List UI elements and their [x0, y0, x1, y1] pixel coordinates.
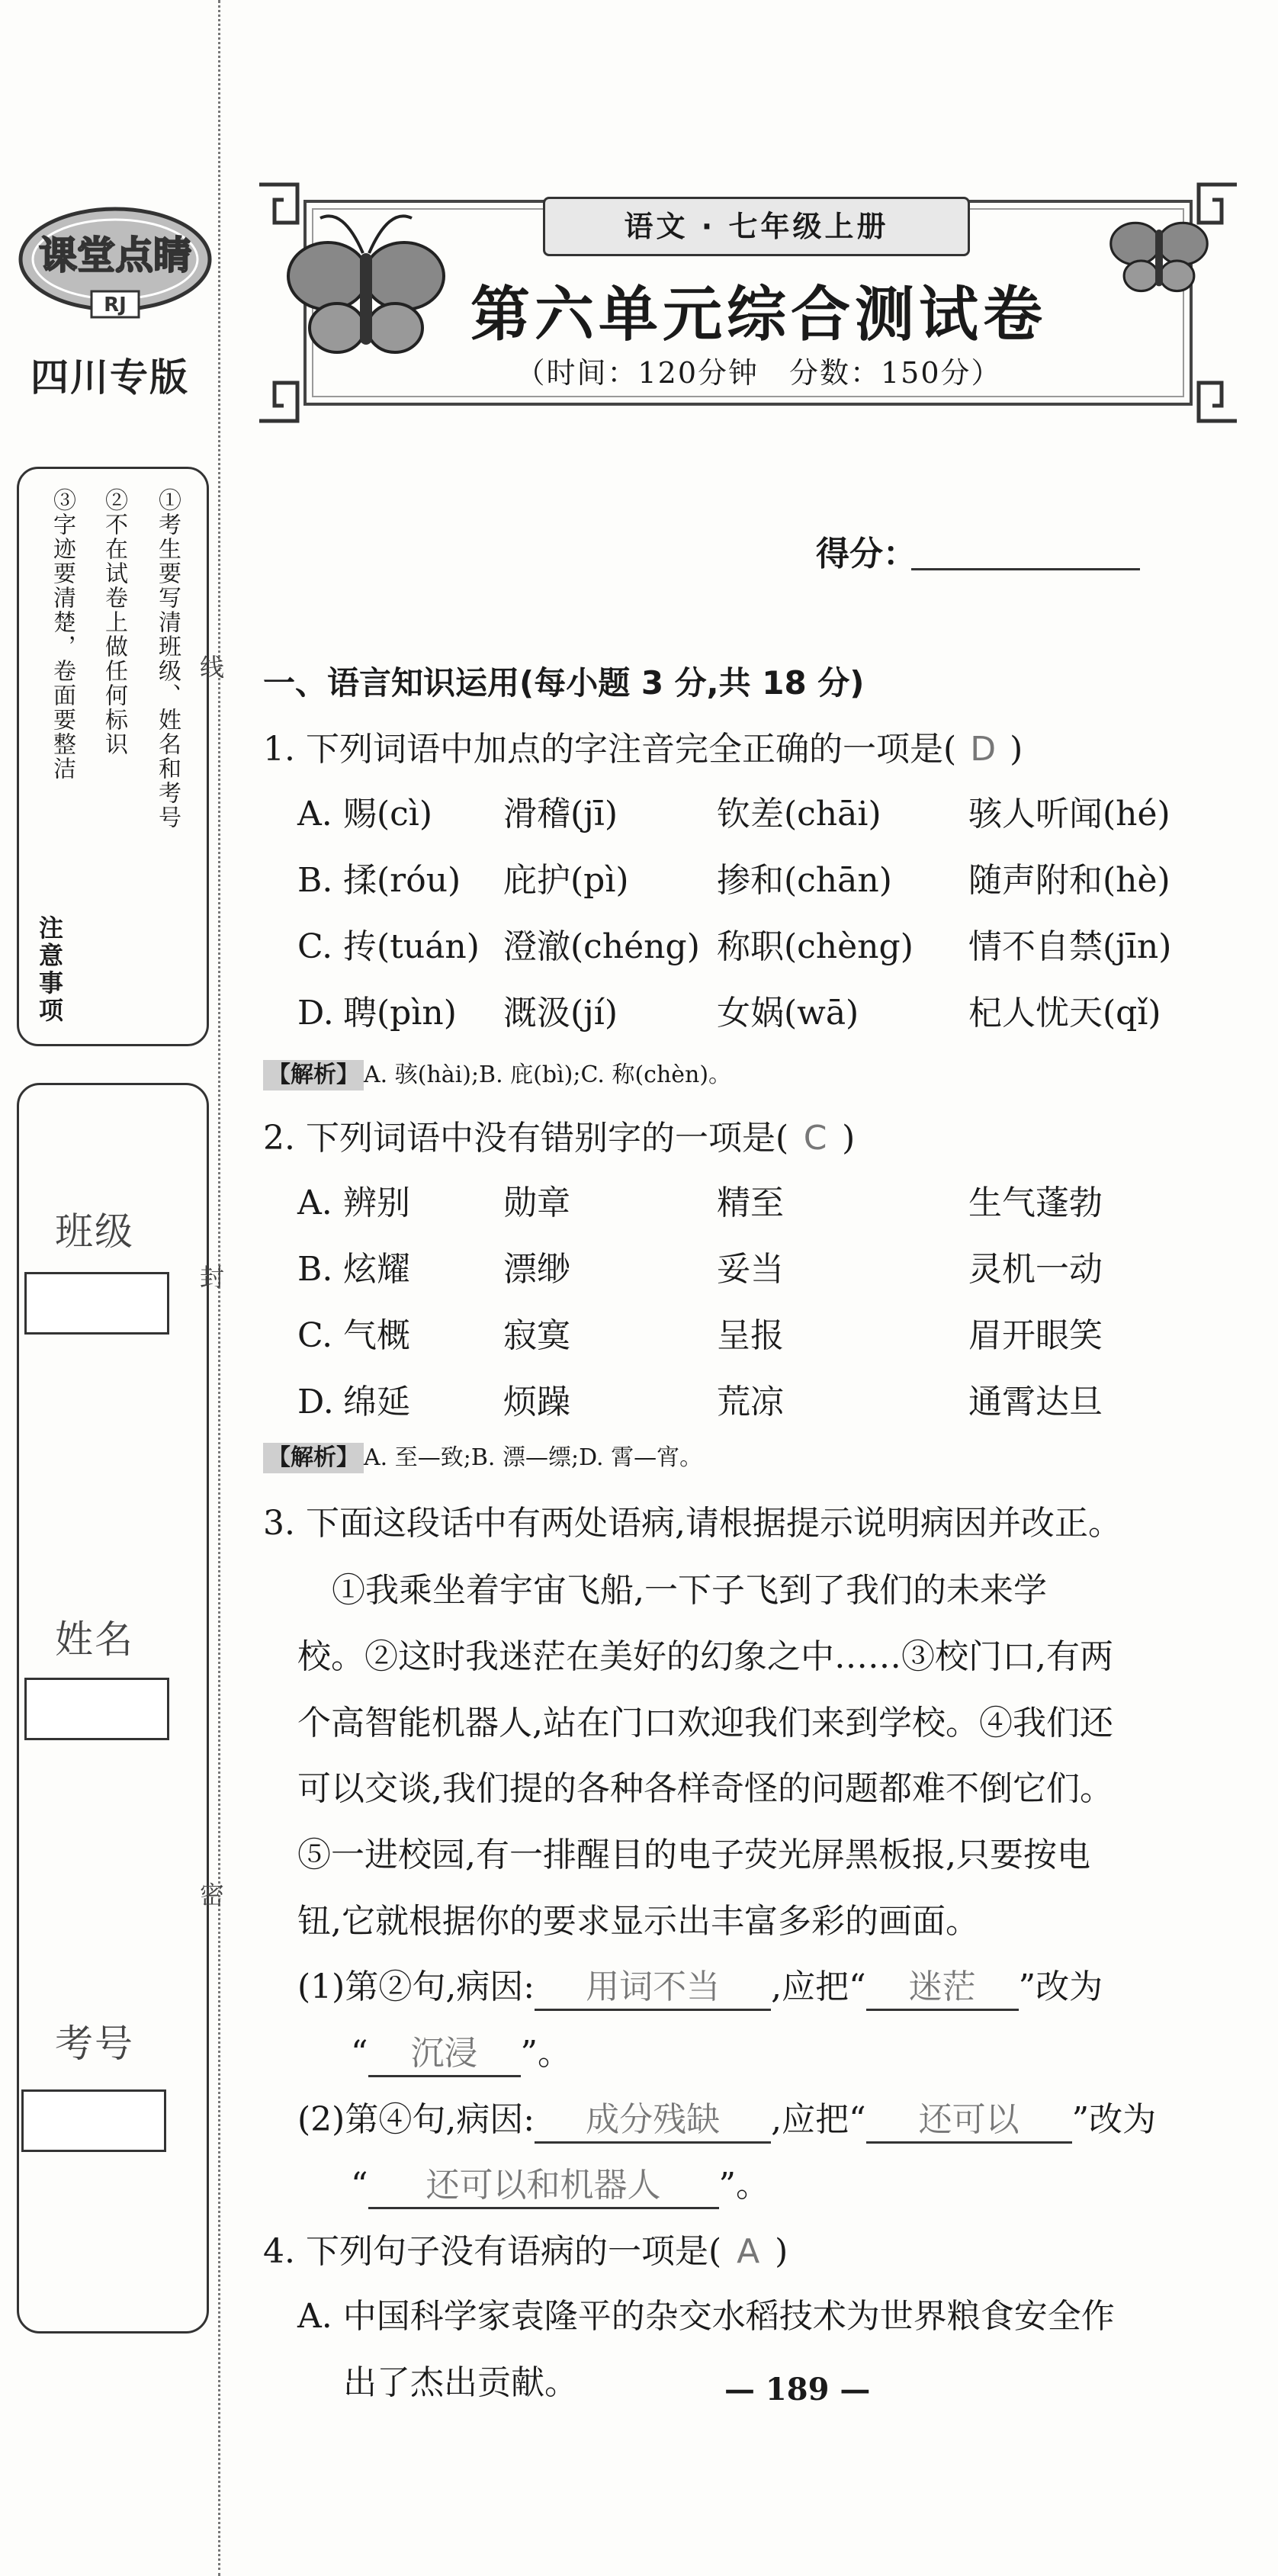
- q1-option-item: 骇人听闻(hé): [968, 795, 1170, 834]
- q4-stem-text: 4. 下列句子没有语病的一项是(: [263, 2232, 722, 2271]
- section-heading: 一、语言知识运用(每小题 3 分,共 18 分): [263, 664, 865, 702]
- q3-sub2-post: ”改为: [1071, 2100, 1157, 2139]
- q2-option-item: 眉开眼笑: [968, 1316, 1103, 1355]
- q2-option-item: 生气蓬勃: [968, 1184, 1103, 1222]
- q1-option-item: 赐(cì): [343, 795, 433, 834]
- q2-option-item: 寂寞: [503, 1316, 570, 1355]
- class-label: 班级: [55, 1209, 134, 1254]
- butterfly-icon-right: [1111, 223, 1207, 291]
- page-number: — 189 —: [724, 2372, 871, 2407]
- q4-close: ): [775, 2232, 788, 2271]
- q1-option-item: 情不自禁(jīn): [968, 927, 1172, 966]
- q2-option-item: 灵机一动: [968, 1250, 1103, 1289]
- notice-item-2: ②不在试卷上做任何标识: [101, 488, 127, 756]
- q1-close: ): [1010, 730, 1023, 769]
- seal-mark-secret: 密: [200, 1881, 225, 1910]
- q1-stem: [263, 728, 1023, 771]
- q3-sub2-open: “: [351, 2166, 368, 2205]
- q3-sub1-cause[interactable]: 用词不当: [535, 1966, 771, 2011]
- q2-option-item: 辨别: [343, 1184, 410, 1222]
- q2-option-d[interactable]: [297, 1381, 334, 1424]
- q3-sub2-cause[interactable]: 成分残缺: [535, 2099, 771, 2144]
- q2-stem: [263, 1117, 855, 1160]
- q3-sub2-line2: [351, 2164, 769, 2209]
- q1-answer: D: [970, 730, 997, 769]
- q4-option-a-line-2: 出了杰出贡献。: [343, 2363, 578, 2402]
- q2-option-label: D.: [297, 1383, 334, 1421]
- q1-option-item: 称职(chèng): [717, 927, 914, 966]
- q2-option-item: 漂缈: [503, 1250, 570, 1289]
- q4-stem: [263, 2231, 788, 2273]
- q1-option-item: 抟(tuán): [343, 927, 480, 966]
- q1-option-item: 滑稽(jī): [503, 795, 618, 834]
- exam-meta: （时间：120分钟 分数：150分）: [515, 356, 1002, 390]
- q1-option-item: 溉汲(jí): [503, 994, 618, 1033]
- q1-option-label: C.: [297, 927, 333, 966]
- q2-note: A. 至—致;B. 漂—缥;D. 霄—宵。: [364, 1444, 703, 1471]
- q2-option-c[interactable]: [297, 1315, 332, 1357]
- q1-note: A. 骇(hài);B. 庇(bì);C. 称(chèn)。: [364, 1062, 732, 1088]
- seal-mark-line: 线: [200, 653, 225, 682]
- q3-passage-line-2: 校。②这时我迷茫在美好的幻象之中……③校门口,有两: [297, 1637, 1113, 1676]
- q1-option-label: A.: [297, 795, 332, 834]
- q2-answer: C: [803, 1119, 827, 1158]
- q2-option-label: A.: [297, 1184, 332, 1222]
- q2-option-label: C.: [297, 1316, 333, 1355]
- q2-note-tag: 【解析】: [263, 1443, 364, 1473]
- q2-option-item: 烦躁: [503, 1383, 570, 1421]
- score-label: 得分：: [816, 535, 917, 573]
- q3-sub1: [297, 1966, 1103, 2011]
- q2-option-item: 炫耀: [343, 1250, 410, 1289]
- seal-mark-seal: 封: [200, 1263, 225, 1292]
- q1-option-d[interactable]: [297, 992, 334, 1035]
- q2-stem-text: 2. 下列词语中没有错别字的一项是(: [263, 1119, 789, 1158]
- q3-sub1-open: “: [351, 2034, 368, 2073]
- q1-option-item: 聘(pìn): [343, 994, 457, 1033]
- q1-option-item: 随声附和(hè): [968, 861, 1170, 900]
- q1-option-item: 钦差(chāi): [717, 795, 881, 834]
- q3-sub1-mid: ,应把“: [771, 1967, 866, 2006]
- q3-sub2-mid: ,应把“: [771, 2100, 866, 2139]
- q2-explanation: [263, 1443, 702, 1473]
- q3-sub2-to[interactable]: 还可以和机器人: [368, 2164, 719, 2209]
- q3-sub1-end: ”。: [520, 2034, 571, 2073]
- q3-sub1-from[interactable]: 迷茫: [866, 1966, 1019, 2011]
- page-title: 第六单元综合测试卷: [470, 280, 1047, 349]
- q1-option-item: 庇护(pì): [503, 861, 629, 900]
- notice-title: 注意事项: [35, 915, 64, 1025]
- subject-tag: 语文 · 七年级上册: [543, 197, 970, 256]
- q1-option-item: 杞人忧天(qǐ): [968, 994, 1161, 1033]
- q1-option-a[interactable]: [297, 793, 332, 836]
- q2-option-item: 通霄达旦: [968, 1383, 1103, 1421]
- q2-close: ): [842, 1119, 856, 1158]
- q3-sub1-post: ”改为: [1018, 1967, 1103, 2006]
- q1-option-label: B.: [297, 861, 333, 900]
- exam-number-label: 考号: [55, 2022, 134, 2066]
- q1-option-item: 掺和(chān): [717, 861, 892, 900]
- q2-option-a[interactable]: [297, 1182, 332, 1225]
- q2-option-item: 呈报: [717, 1316, 784, 1355]
- score-field[interactable]: [911, 568, 1140, 570]
- q1-option-c[interactable]: [297, 926, 332, 968]
- q2-option-item: 气概: [343, 1316, 410, 1355]
- q3-sub2-end: ”。: [718, 2166, 769, 2205]
- q2-option-item: 荒凉: [717, 1383, 784, 1421]
- q1-option-item: 澄澈(chéng): [503, 927, 700, 966]
- q1-note-tag: 【解析】: [263, 1060, 364, 1090]
- brand-logo: [17, 206, 214, 320]
- q3-sub2-pre: (2)第④句,病因:: [297, 2100, 535, 2139]
- q1-option-item: 揉(róu): [343, 861, 461, 900]
- q3-passage-line-3: 个高智能机器人,站在门口欢迎我们来到学校。④我们还: [297, 1704, 1113, 1742]
- notice-item-1: ①考生要写清班级、姓名和考号: [154, 488, 181, 830]
- class-field[interactable]: [24, 1272, 169, 1335]
- name-label: 姓名: [55, 1617, 134, 1662]
- q4-option-a-line-1: A. 中国科学家袁隆平的杂交水稻技术为世界粮食安全作: [297, 2297, 1115, 2336]
- q3-passage-line-6: 钮,它就根据你的要求显示出丰富多彩的画面。: [297, 1902, 979, 1941]
- q1-stem-text: 1. 下列词语中加点的字注音完全正确的一项是(: [263, 730, 957, 769]
- exam-number-field[interactable]: [21, 2089, 166, 2152]
- q2-option-item: 精至: [717, 1184, 784, 1222]
- name-field[interactable]: [24, 1678, 169, 1740]
- logo-sub: RJ: [104, 294, 127, 316]
- q2-option-label: B.: [297, 1250, 333, 1289]
- q3-passage-line-1: ①我乘坐着宇宙飞船,一下子飞到了我们的未来学: [332, 1571, 1047, 1610]
- notice-item-3: ③字迹要清楚，卷面要整洁: [49, 488, 75, 781]
- butterfly-icon-left: [288, 216, 444, 352]
- q2-option-b[interactable]: [297, 1248, 332, 1291]
- q3-stem: 3. 下面这段话中有两处语病,请根据提示说明病因并改正。: [263, 1504, 1122, 1543]
- edition-label: 四川专版: [31, 355, 189, 400]
- q3-sub2-from[interactable]: 还可以: [866, 2099, 1072, 2144]
- q3-sub1-line2: [351, 2032, 571, 2077]
- q3-passage-line-5: ⑤一进校园,有一排醒目的电子荧光屏黑板报,只要按电: [297, 1836, 1090, 1874]
- q3-sub1-to[interactable]: 沉浸: [368, 2032, 521, 2077]
- q1-option-item: 女娲(wā): [717, 994, 859, 1033]
- q1-explanation: [263, 1060, 731, 1090]
- q4-answer: A: [737, 2232, 760, 2271]
- q2-option-item: 勋章: [503, 1184, 570, 1222]
- q2-option-item: 妥当: [717, 1250, 784, 1289]
- q1-option-b[interactable]: [297, 859, 332, 902]
- q1-option-label: D.: [297, 994, 334, 1033]
- q3-sub1-pre: (1)第②句,病因:: [297, 1967, 535, 2006]
- logo-text: 课堂点睛: [39, 233, 191, 278]
- q3-sub2: [297, 2099, 1156, 2144]
- q2-option-item: 绵延: [343, 1383, 410, 1421]
- q3-passage-line-4: 可以交谈,我们提的各种各样奇怪的问题都难不倒它们。: [297, 1769, 1113, 1808]
